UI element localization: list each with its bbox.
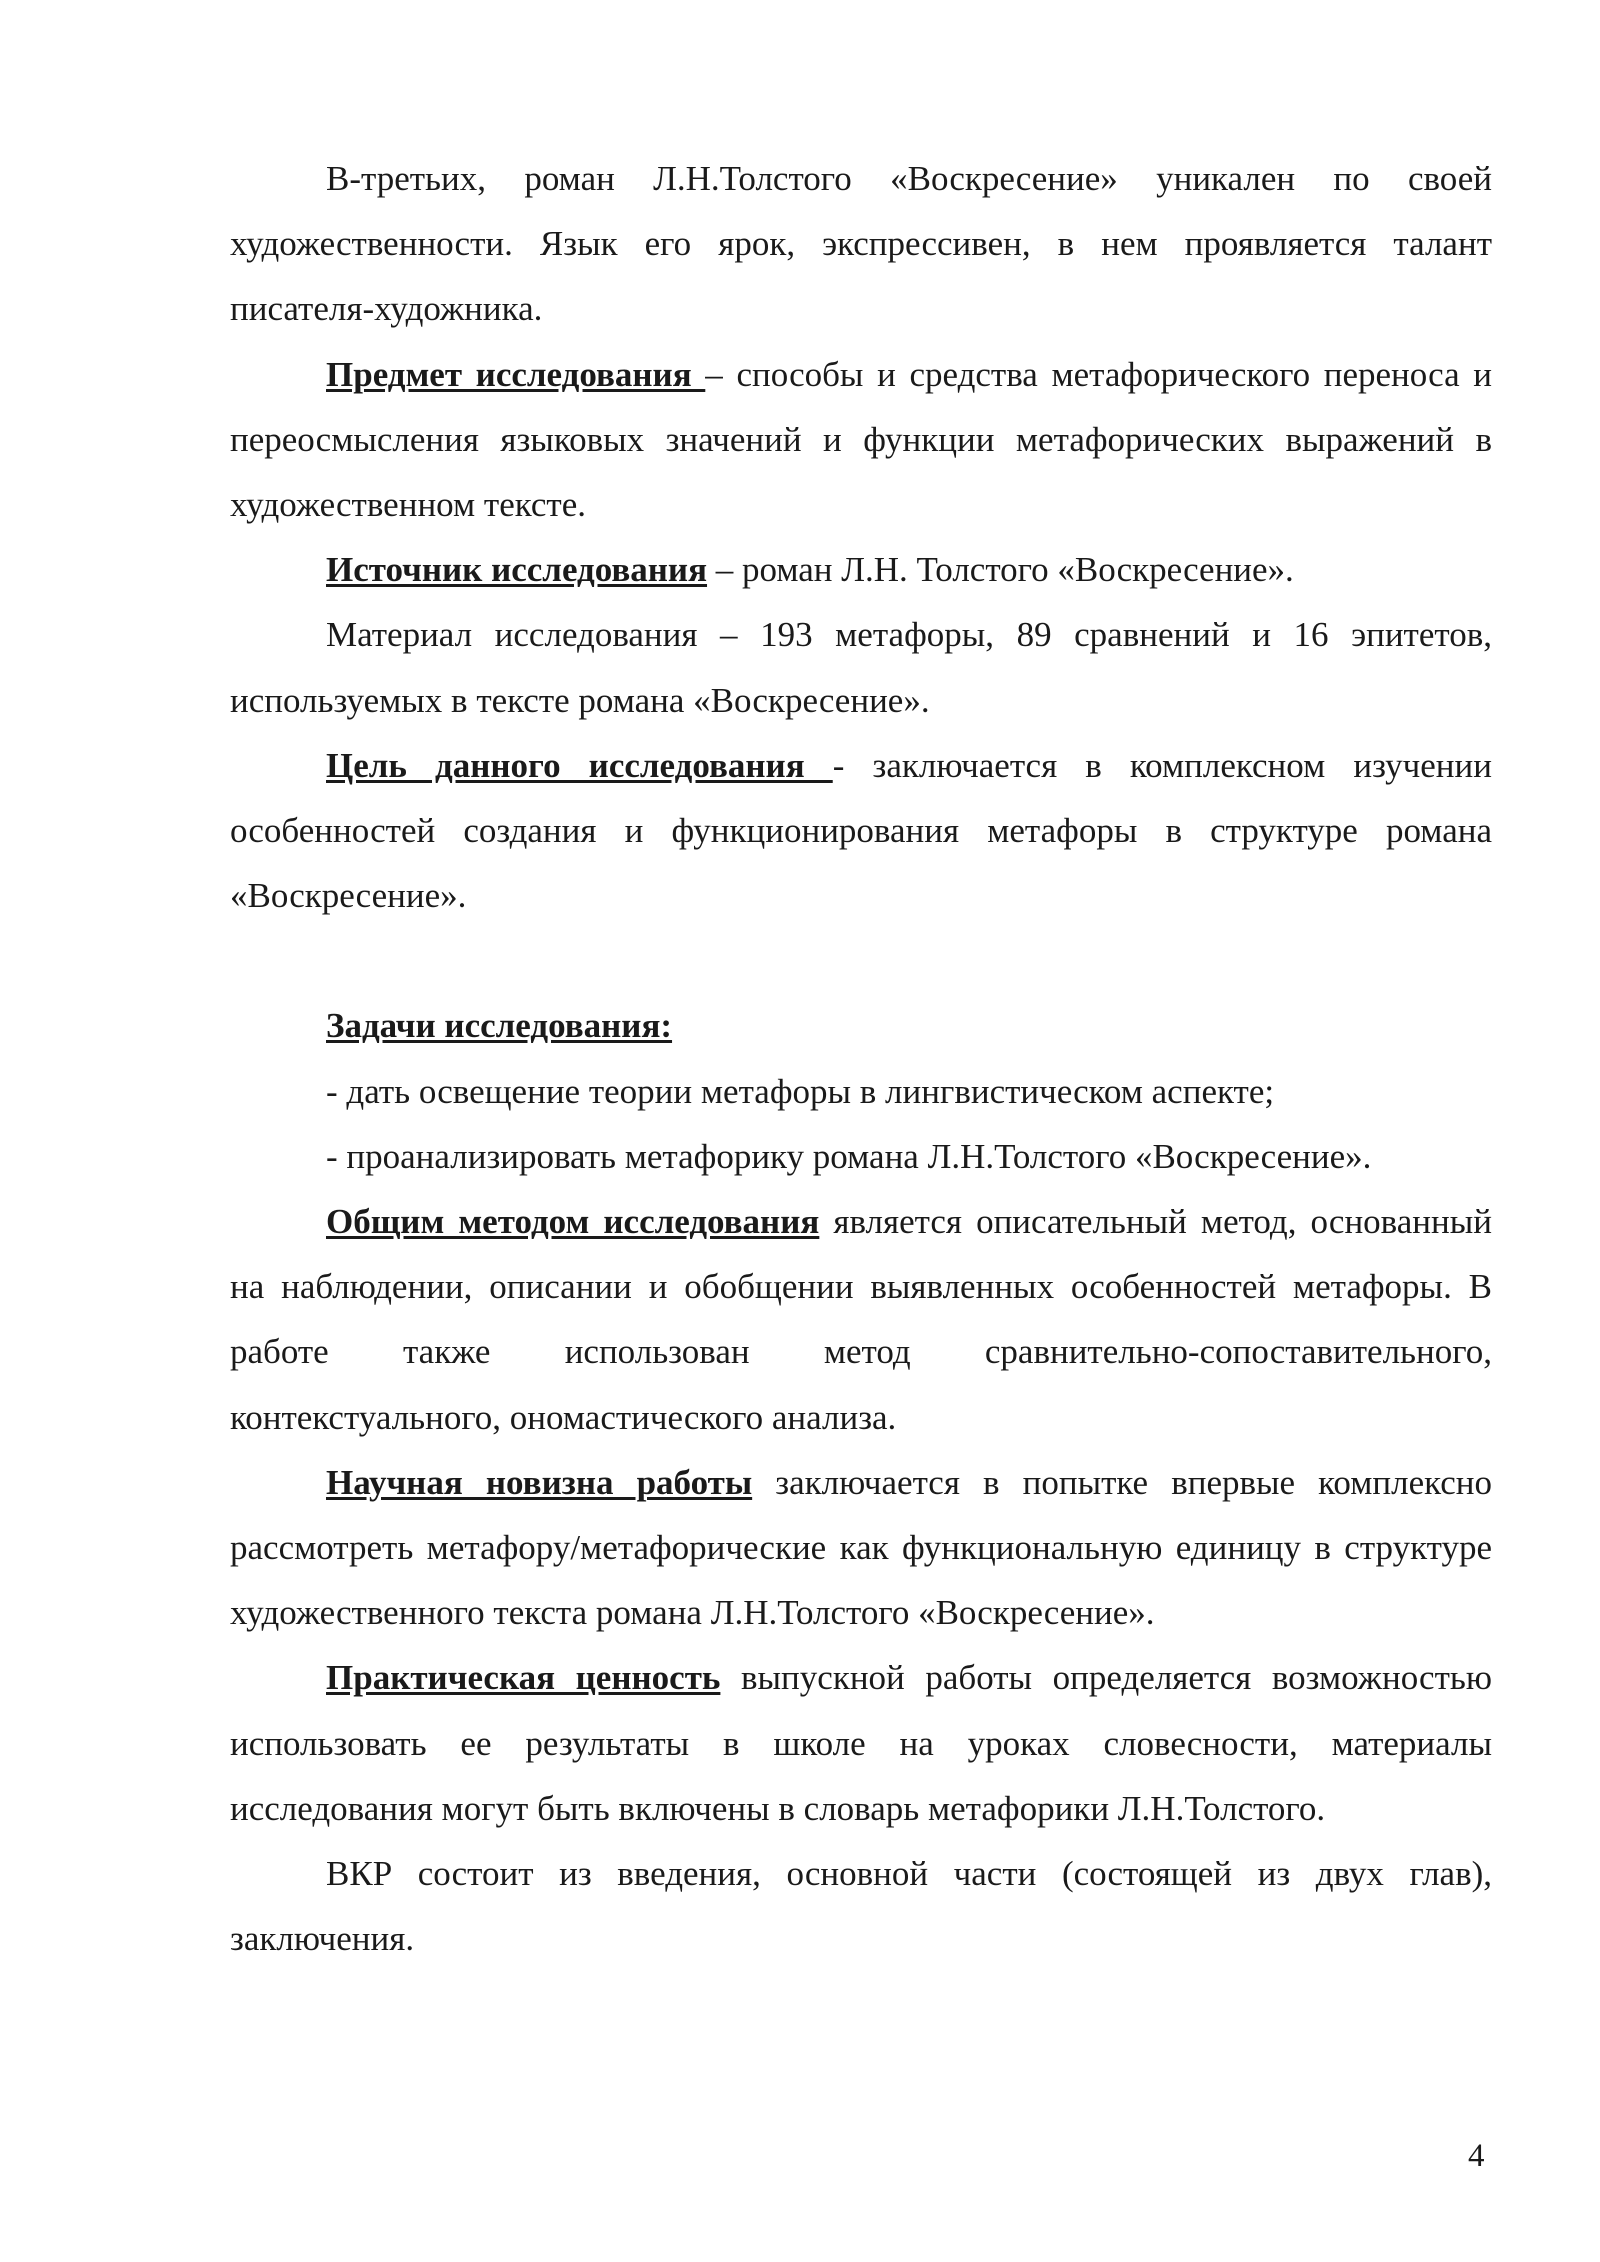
paragraph-artistry-text: В-третьих, роман Л.Н.Толстого «Воскресение» уникален по своей художественности. Язык его ярок, экспрессивен, в нем проявляется талант писателя-художника. xyxy=(230,159,1492,329)
novelty-text: заключается в попытке впервые комплексно рассмотреть метафору/метафорические как функциональную единицу в структуре художественного текста романа Л.Н.Толстого «Воскресение». xyxy=(230,1462,1493,1633)
goal-text: - заключается в комплексном изучении особенностей создания и функционирования метафоры в структуре романа «Воскресение». xyxy=(230,745,1492,916)
paragraph-structure xyxy=(230,1841,1492,1971)
paragraph-goal xyxy=(230,733,1492,929)
practical-text: выпускной работы определяется возможностью использовать ее результаты в школе на уроках словесности, материалы исследования могут быть включены в словарь метафорики Л.Н.Толстого. xyxy=(230,1658,1493,1828)
paragraph-material xyxy=(230,602,1492,732)
blank-line xyxy=(230,928,1492,993)
task-item-text: - дать освещение теории метафоры в лингвистическом аспекте; xyxy=(326,1071,1275,1111)
tasks-heading xyxy=(230,993,1492,1058)
task-item-text: - проанализировать метафорику романа Л.Н.Толстого «Воскресение». xyxy=(326,1136,1372,1176)
paragraph-method xyxy=(230,1189,1492,1450)
paragraph-artistry xyxy=(230,146,1492,342)
source-term: Источник исследования xyxy=(326,550,708,590)
page-number: 4 xyxy=(1468,2138,1485,2174)
method-term: Общим методом исследования xyxy=(326,1202,820,1242)
subject-text: – способы и средства метафорического переноса и переосмысления языковых значений и функции метафорических выражений в художественном тексте. xyxy=(230,354,1493,525)
paragraph-practical xyxy=(230,1645,1492,1841)
task-item xyxy=(230,1124,1492,1189)
subject-term: Предмет исследования xyxy=(326,354,706,394)
paragraph-novelty xyxy=(230,1450,1492,1646)
tasks-heading-text: Задачи исследования: xyxy=(326,1006,673,1046)
structure-text: ВКР состоит из введения, основной части (состоящей из двух глав), заключения. xyxy=(230,1854,1492,1959)
novelty-term: Научная новизна работы xyxy=(326,1462,753,1502)
task-item xyxy=(230,1059,1492,1124)
goal-term: Цель данного исследования xyxy=(326,745,833,785)
source-text: – роман Л.Н. Толстого «Воскресение». xyxy=(707,550,1294,590)
document-page xyxy=(230,146,1492,1971)
practical-term: Практическая ценность xyxy=(326,1658,721,1698)
paragraph-subject xyxy=(230,342,1492,538)
paragraph-source xyxy=(230,537,1492,602)
method-text: является описательный метод, основанный на наблюдении, описании и обобщении выявленных особенностей метафоры. В работе также использован метод сравнительно-сопоставительного, контекстуального, ономастического анализа. xyxy=(230,1202,1492,1437)
material-text: Материал исследования – 193 метафоры, 89 сравнений и 16 эпитетов, используемых в тексте романа «Воскресение». xyxy=(230,615,1492,720)
